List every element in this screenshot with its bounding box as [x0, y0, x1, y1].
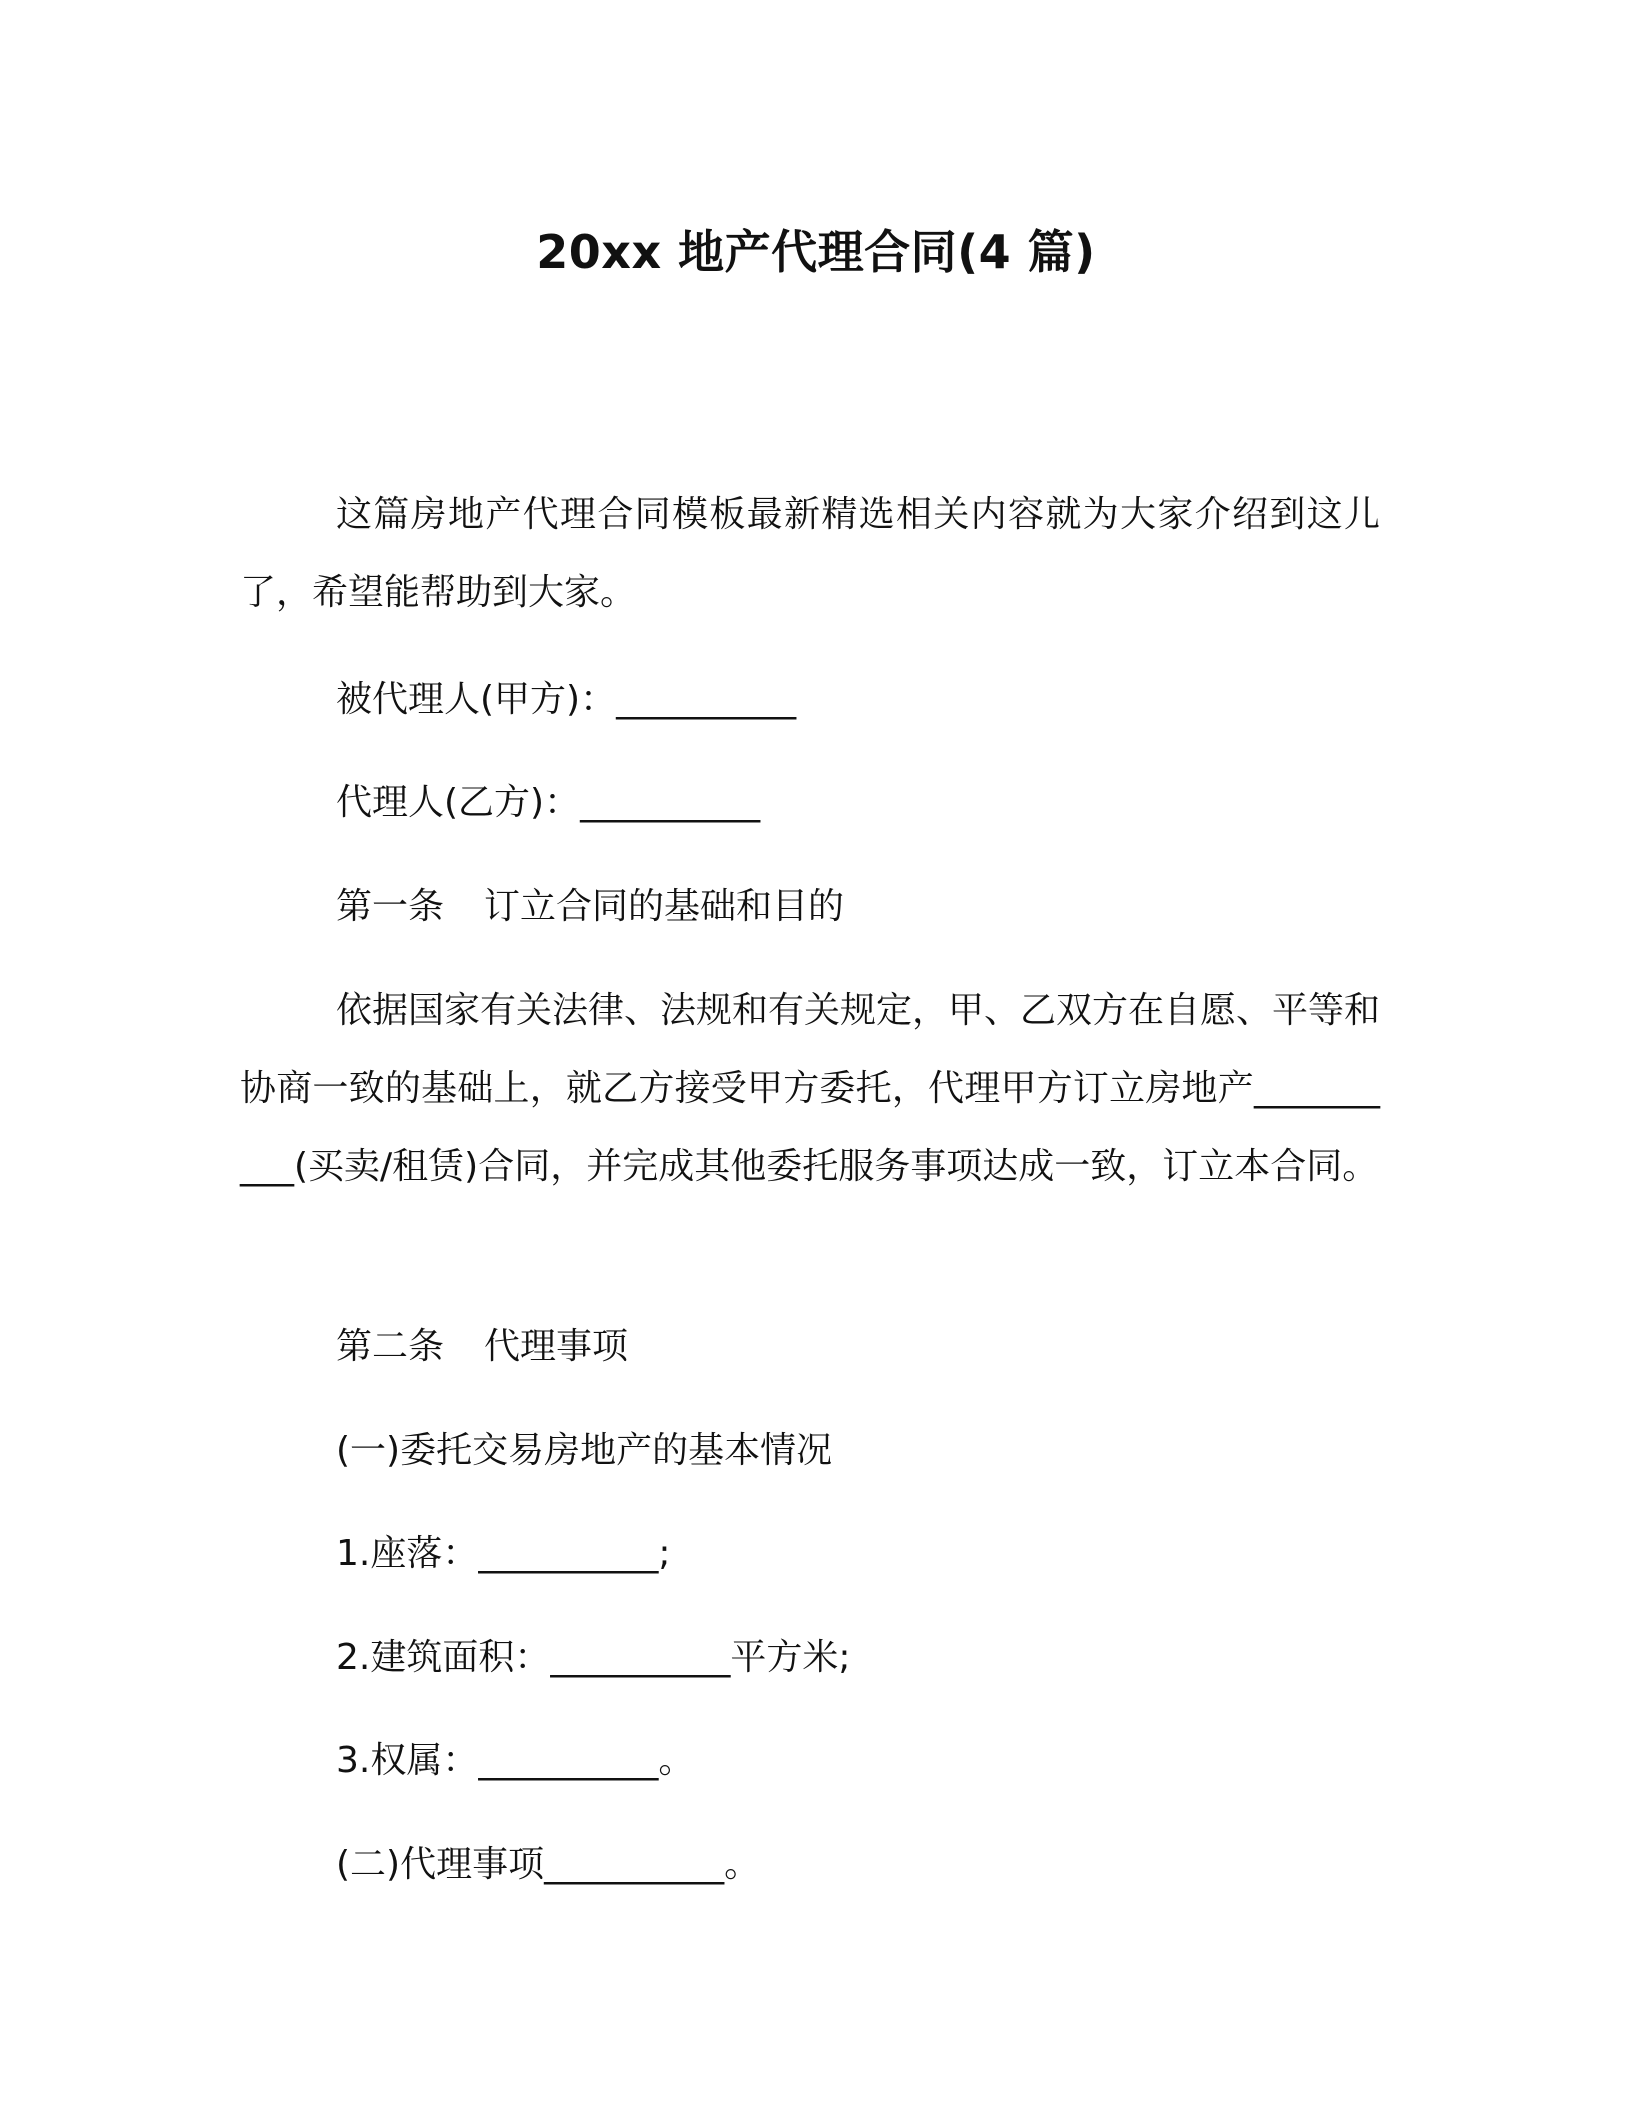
party-b-line: 代理人(乙方)：__________ — [336, 782, 761, 823]
article-2-number: 第二条 — [336, 1326, 445, 1367]
article-2-title: 代理事项 — [484, 1326, 629, 1367]
section-2-heading: (二)代理事项__________。 — [336, 1844, 761, 1885]
article-1-number: 第一条 — [336, 886, 445, 927]
document-title: 20xx 地产代理合同(4 篇) — [536, 225, 1096, 279]
article-1-body: 依据国家有关法律、法规和有关规定，甲、乙双方在自愿、平等和协商一致的基础上，就乙方接受甲方委托，代理甲方订立房地产__________(买卖/租赁)合同，并完成其他委托服务事项达成一致，订立本合同。 — [240, 990, 1381, 1187]
party-a-line: 被代理人(甲方)：__________ — [336, 679, 797, 720]
item-area: 2.建筑面积：__________平方米; — [336, 1637, 851, 1678]
intro-paragraph: 这篇房地产代理合同模板最新精选相关内容就为大家介绍到这儿了，希望能帮助到大家。 — [240, 494, 1380, 613]
section-1-heading: (一)委托交易房地产的基本情况 — [336, 1430, 833, 1471]
article-1-title: 订立合同的基础和目的 — [484, 886, 845, 927]
item-location: 1.座落：__________; — [336, 1533, 671, 1574]
article-2-heading — [240, 1308, 1380, 1386]
item-ownership: 3.权属：__________。 — [336, 1740, 695, 1781]
article-1-heading — [240, 868, 1380, 946]
